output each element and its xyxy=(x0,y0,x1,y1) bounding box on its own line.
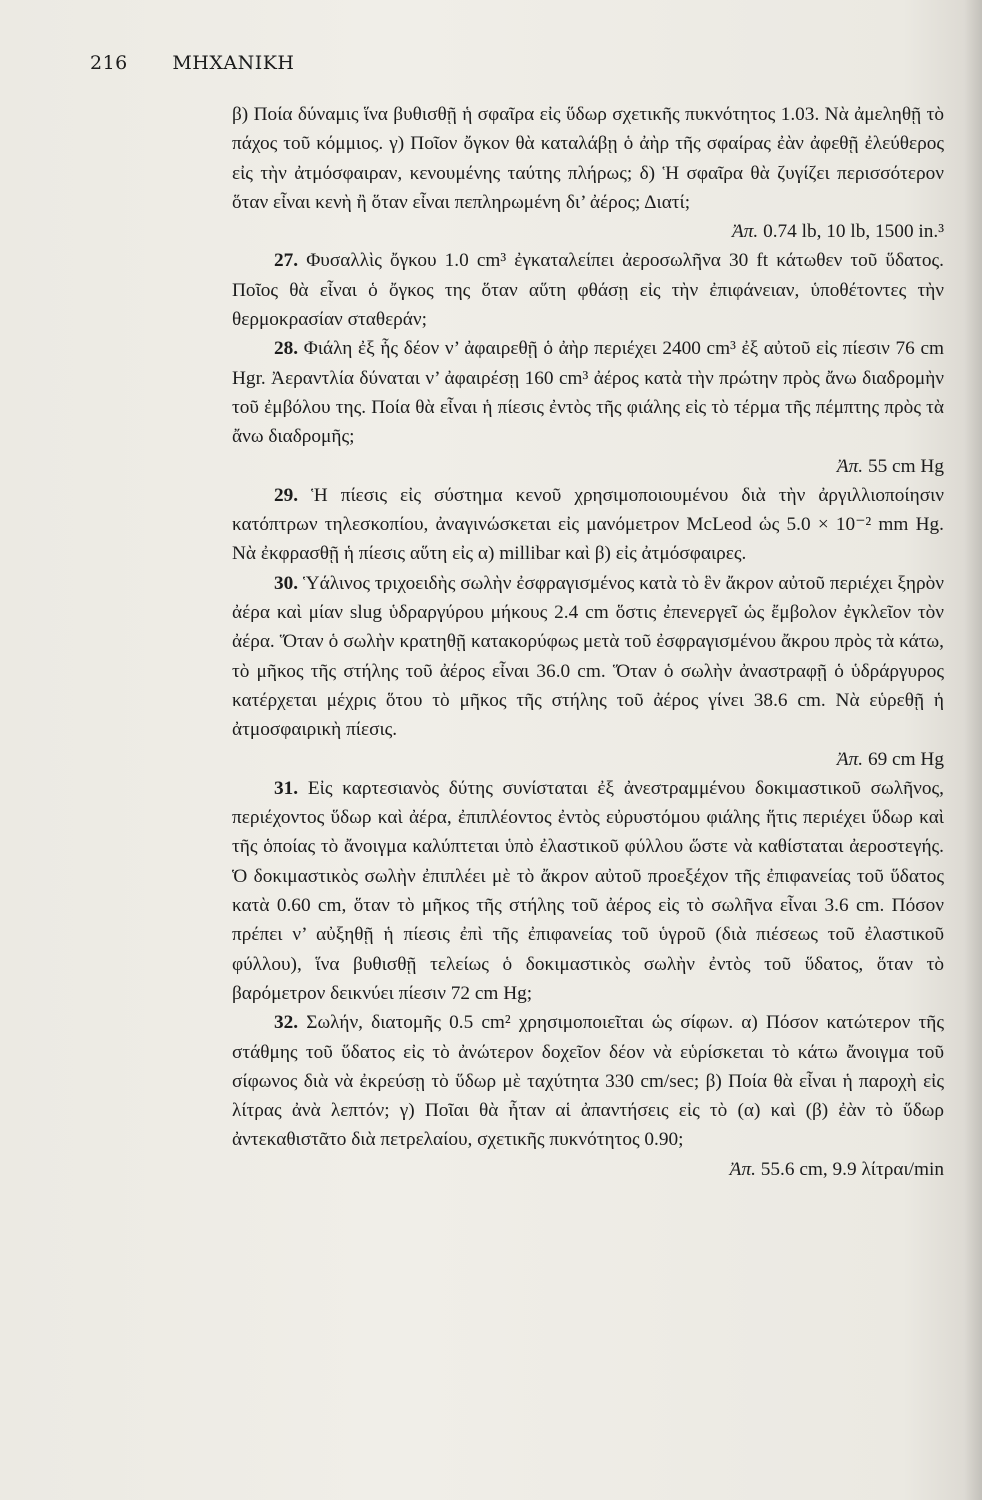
answer-label: Ἀπ. xyxy=(836,455,864,477)
answer-value: 69 cm Hg xyxy=(867,748,944,770)
problem-number: 30. xyxy=(274,572,299,594)
problem-text: Εἰς καρτεσιανὸς δύτης συνίσταται ἐξ ἀνεστραμμένου δοκιμαστικοῦ σωλῆνος, περιέχοντος ὕδωρ καὶ ἀέρα, ἐπιπλέοντος ἐντὸς εὐρυστόμου φιάλης ἥτις περιέχει ὕδωρ καὶ τῆς ὁποίας τὸ ἄνοιγμα καλύπτεται ὑπὸ ἐλαστικοῦ φύλλου ὥστε νὰ καθίσταται ἀεροστεγής. Ὁ δοκιμαστικὸς σωλὴν ἐπιπλέει μὲ τὸ ἄκρον αὐτοῦ προεξέχον τῆς ἐπιφανείας τοῦ ὕδατος κατὰ 0.60 cm, ὅταν τὸ μῆκος τῆς στήλης τοῦ ἀέρος εἰς τὸ σωλῆνα εἶναι 3.6 cm. Πόσον πρέπει ν’ αὐξηθῇ ἡ πίεσις ἐπὶ τῆς ἐπιφανείας τοῦ ὑγροῦ (διὰ πιέσεως τοῦ ἐλαστικοῦ φύλλου), ἵνα βυθισθῇ τελείως ὁ δοκιμαστικὸς σωλὴν ἐντὸς τοῦ ὕδατος, ὅταν τὸ βαρόμετρον δεικνύει πίεσιν 72 cm Hg; xyxy=(232,777,944,1004)
problem-30 xyxy=(232,569,944,745)
problem-number: 28. xyxy=(274,338,299,360)
problem-text: Φιάλη ἐξ ἧς δέον ν’ ἀφαιρεθῇ ὁ ἀὴρ περιέχει 2400 cm³ ἐξ αὐτοῦ εἰς πίεσιν 76 cm Hgr. Ἀεραντλία δύναται ν’ ἀφαιρέσῃ 160 cm³ ἀέρος κατὰ τὴν πρώτην πρὸς ἄνω διαδρομὴν τοῦ ἐμβόλου της. Ποία θὰ εἶναι ἡ πίεσις ἐντὸς τῆς φιάλης εἰς τὸ τέρμα τῆς πέμπτης πρὸς τὰ ἄνω διαδρομῆς; xyxy=(232,338,944,448)
problem-32 xyxy=(232,1008,944,1154)
problem-29 xyxy=(232,481,944,569)
continuation-paragraph: β) Ποία δύναμις ἵνα βυθισθῇ ἡ σφαῖρα εἰς ὕδωρ σχετικῆς πυκνότητος 1.03. Νὰ ἀμεληθῇ τὸ πάχος τοῦ κόμμιος. γ) Ποῖον ὄγκον θὰ καταλάβῃ ὁ ἀὴρ τῆς σφαίρας ἐὰν ἀφεθῇ ἐλεύθερος εἰς τὴν ἀτμόσφαιραν, κενουμένης ταύτης πλήρως; δ) Ἡ σφαῖρα θὰ ζυγίζει περισσότερον ὅταν εἶναι κενὴ ἢ ὅταν εἶναι πεπληρωμένη δι’ ἀέρος; Διατί; xyxy=(232,104,944,213)
problem-text: Ὑάλινος τριχοειδὴς σωλὴν ἐσφραγισμένος κατὰ τὸ ἓν ἄκρον αὐτοῦ περιέχει ξηρὸν ἀέρα καὶ μίαν slug ὑδραργύρου μήκους 2.4 cm ὅστις ἐπενεργεῖ ὡς ἔμβολον ἐγκλεῖον τὸν ἀέρα. Ὅταν ὁ σωλὴν κρατηθῇ κατακορύφως μετὰ τοῦ ἐσφραγισμένου ἄκρου πρὸς τὰ κάτω, τὸ μῆκος τῆς στήλης τοῦ ἀέρος εἶναι 36.0 cm. Ὅταν ὁ σωλὴν ἀναστραφῇ ὁ ὑδράργυρος κατέρχεται μέχρις ὅτου τὸ μῆκος τῆς στήλης τοῦ ἀέρος γίνει 38.6 cm. Νὰ εὑρεθῇ ἡ ἀτμοσφαιρικὴ πίεσις. xyxy=(232,572,944,741)
problem-31 xyxy=(232,774,944,1008)
answer-line xyxy=(232,217,944,246)
page-body xyxy=(232,100,944,1184)
answer-line xyxy=(232,452,944,481)
answer-value: 55 cm Hg xyxy=(867,455,944,477)
page-header xyxy=(90,52,294,74)
problem-number: 27. xyxy=(274,250,299,272)
answer-line xyxy=(232,1155,944,1184)
problem-28 xyxy=(232,334,944,451)
problem-number: 29. xyxy=(274,484,299,506)
page-edge-shadow xyxy=(964,0,982,1500)
answer-value: 0.74 lb, 10 lb, 1500 in.³ xyxy=(763,221,944,243)
problem-number: 31. xyxy=(274,777,299,799)
answer-label: Ἀπ. xyxy=(729,1158,756,1180)
problem-text: Ἡ πίεσις εἰς σύστημα κενοῦ χρησιμοποιουμένου διὰ τὴν ἀργιλλιοποίησιν κατόπτρων τηλεσκοπίου, ἀναγινώσκεται εἰς μανόμετρον McLeod ὡς 5.0 × 10⁻² mm Hg. Νὰ ἐκφρασθῇ ἡ πίεσις αὕτη εἰς α) millibar καὶ β) εἰς ἀτμόσφαιρες. xyxy=(232,484,944,565)
answer-line xyxy=(232,745,944,774)
running-title: ΜΗΧΑΝΙΚΗ xyxy=(172,52,295,74)
answer-value: 55.6 cm, 9.9 λίτραι/min xyxy=(760,1158,944,1180)
problem-number: 32. xyxy=(274,1012,299,1034)
answer-label: Ἀπ. xyxy=(836,748,864,770)
problem-27 xyxy=(232,246,944,334)
problem-text: Σωλήν, διατομῆς 0.5 cm² χρησιμοποιεῖται ὡς σίφων. α) Πόσον κατώτερον τῆς στάθμης τοῦ ὕδατος εἰς τὸ ἀνώτερον δοχεῖον δέον νὰ εὑρίσκεται τὸ κάτω ἄνοιγμα τοῦ σίφωνος διὰ νὰ ἐκρεύσῃ τὸ ὕδωρ μὲ ταχύτητα 330 cm/sec; β) Ποία θὰ εἶναι ἡ παροχὴ εἰς λίτρας ἀνὰ λεπτόν; γ) Ποῖαι θὰ ἦταν αἱ ἀπαντήσεις εἰς τὸ (α) καὶ (β) ἐὰν τὸ ὕδωρ ἀντεκαθιστᾶτο διὰ πετρελαίου, σχετικῆς πυκνότητος 0.90; xyxy=(232,1012,944,1151)
page-number: 216 xyxy=(90,52,128,74)
answer-label: Ἀπ. xyxy=(731,221,759,243)
problem-text: Φυσαλλὶς ὄγκου 1.0 cm³ ἐγκαταλείπει ἀεροσωλῆνα 30 ft κάτωθεν τοῦ ὕδατος. Ποῖος θὰ εἶναι ὁ ὄγκος της ὅταν αὕτη φθάσῃ εἰς τὴν ἐπιφάνειαν, ὑποθέτοντες τὴν θερμοκρασίαν σταθεράν; xyxy=(232,250,945,331)
